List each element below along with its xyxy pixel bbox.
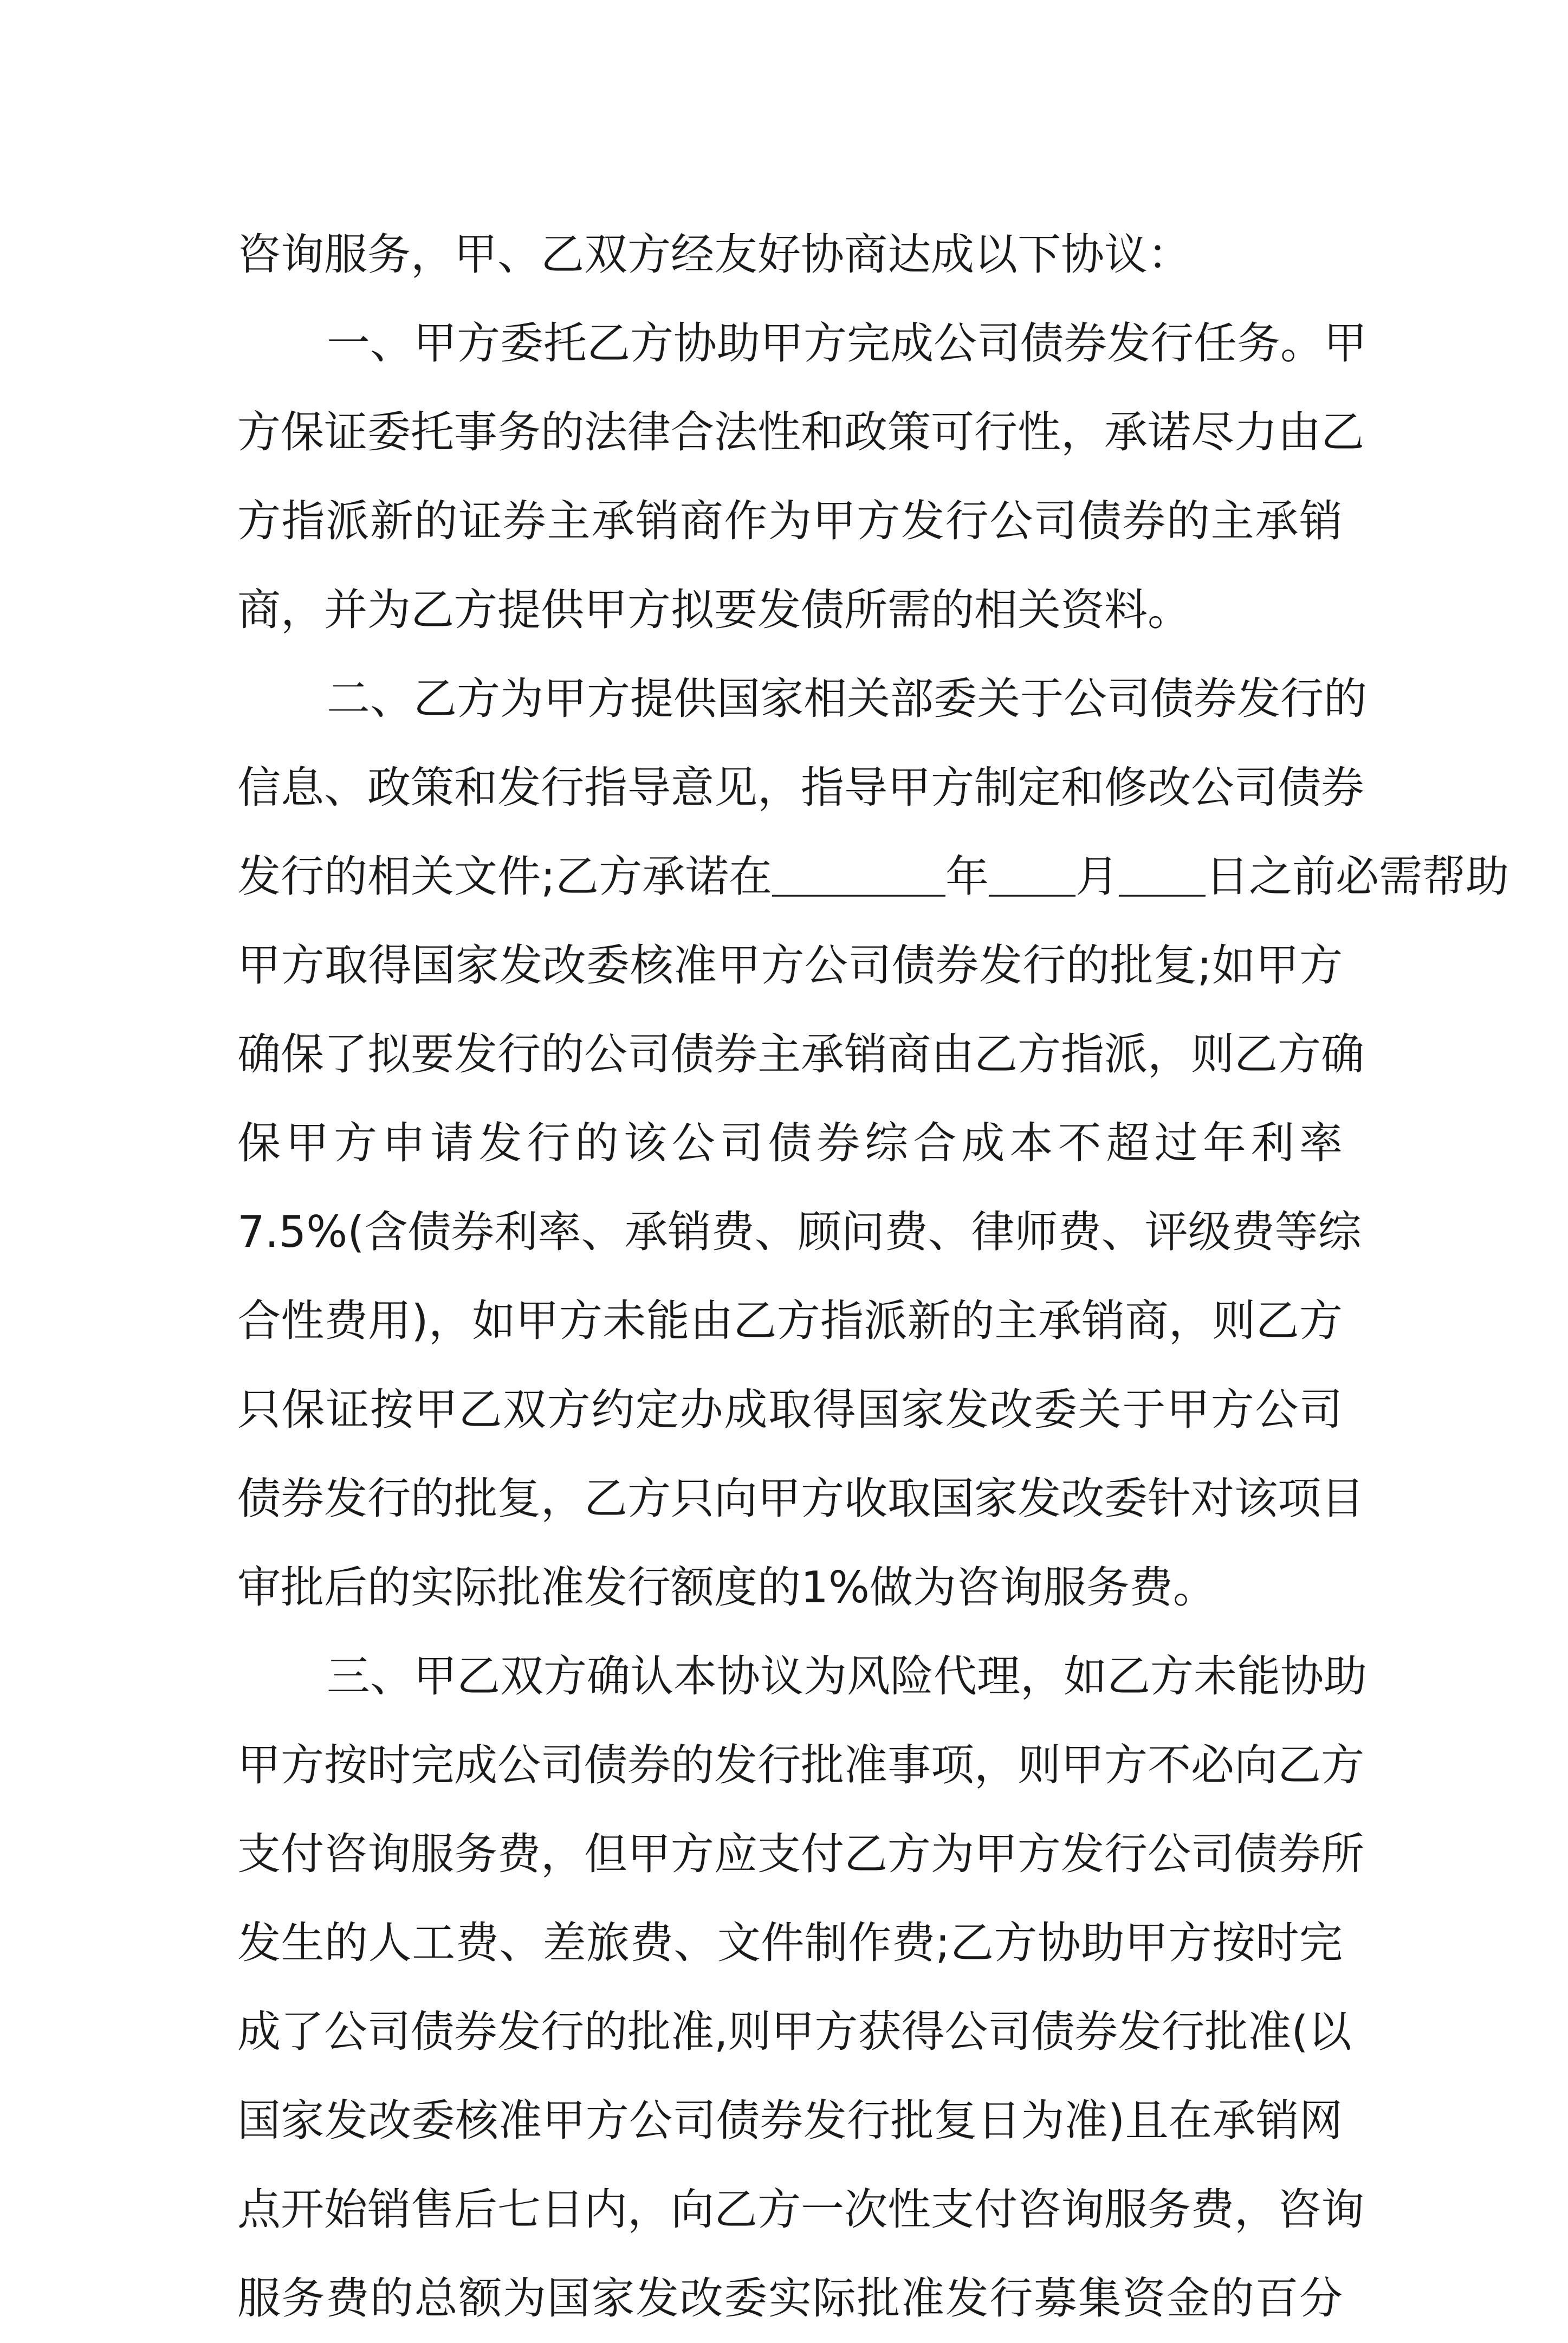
text-line: 点开始销售后七日内，向乙方一次性支付咨询服务费，咨询 bbox=[237, 2184, 1364, 2235]
text-line: 咨询服务，甲、乙双方经友好协商达成以下协议： bbox=[237, 229, 1191, 280]
text-line: 发行的相关文件;乙方承诺在＿＿＿＿年＿＿月＿＿日之前必需帮助 bbox=[237, 851, 1509, 902]
text-line: 成了公司债券发行的批准,则甲方获得公司债券发行批准(以 bbox=[237, 2007, 1352, 2057]
text-line: 只保证按甲乙双方约定办成取得国家发改委关于甲方公司 bbox=[237, 1384, 1343, 1435]
text-line: 信息、政策和发行指导意见，指导甲方制定和修改公司债券 bbox=[237, 762, 1364, 813]
text-line: 确保了拟要发行的公司债券主承销商由乙方指派，则乙方确 bbox=[237, 1029, 1364, 1079]
text-line: 审批后的实际批准发行额度的1%做为咨询服务费。 bbox=[237, 1562, 1216, 1613]
text-line: 一、甲方委托乙方协助甲方完成公司债券发行任务。甲 bbox=[327, 318, 1367, 368]
text-line: 保甲方申请发行的该公司债券综合成本不超过年利率 bbox=[237, 1118, 1343, 1168]
text-line: 甲方按时完成公司债券的发行批准事项，则甲方不必向乙方 bbox=[237, 1740, 1364, 1790]
text-line: 7.5%(含债券利率、承销费、顾问费、律师费、评级费等综 bbox=[237, 1207, 1362, 1257]
text-line: 方保证委托事务的法律合法性和政策可行性，承诺尽力由乙 bbox=[237, 407, 1364, 457]
text-line: 甲方取得国家发改委核准甲方公司债券发行的批复;如甲方 bbox=[237, 940, 1343, 991]
text-line: 发生的人工费、差旅费、文件制作费;乙方协助甲方按时完 bbox=[237, 1918, 1343, 1968]
text-line: 支付咨询服务费，但甲方应支付乙方为甲方发行公司债券所 bbox=[237, 1829, 1364, 1879]
text-line: 商，并为乙方提供甲方拟要发债所需的相关资料。 bbox=[237, 585, 1191, 635]
text-line: 二、乙方为甲方提供国家相关部委关于公司债券发行的 bbox=[327, 674, 1367, 724]
document-body bbox=[237, 210, 1509, 2343]
text-line: 方指派新的证券主承销商作为甲方发行公司债券的主承销 bbox=[237, 496, 1343, 546]
text-line: 债券发行的批复，乙方只向甲方收取国家发改委针对该项目 bbox=[237, 1473, 1364, 1524]
text-line: 国家发改委核准甲方公司债券发行批复日为准)且在承销网 bbox=[237, 2095, 1343, 2146]
text-line: 合性费用)，如甲方未能由乙方指派新的主承销商，则乙方 bbox=[237, 1296, 1343, 1346]
text-line: 服务费的总额为国家发改委实际批准发行募集资金的百分 bbox=[237, 2273, 1343, 2323]
text-line: 三、甲乙双方确认本协议为风险代理，如乙方未能协助 bbox=[327, 1651, 1367, 1701]
